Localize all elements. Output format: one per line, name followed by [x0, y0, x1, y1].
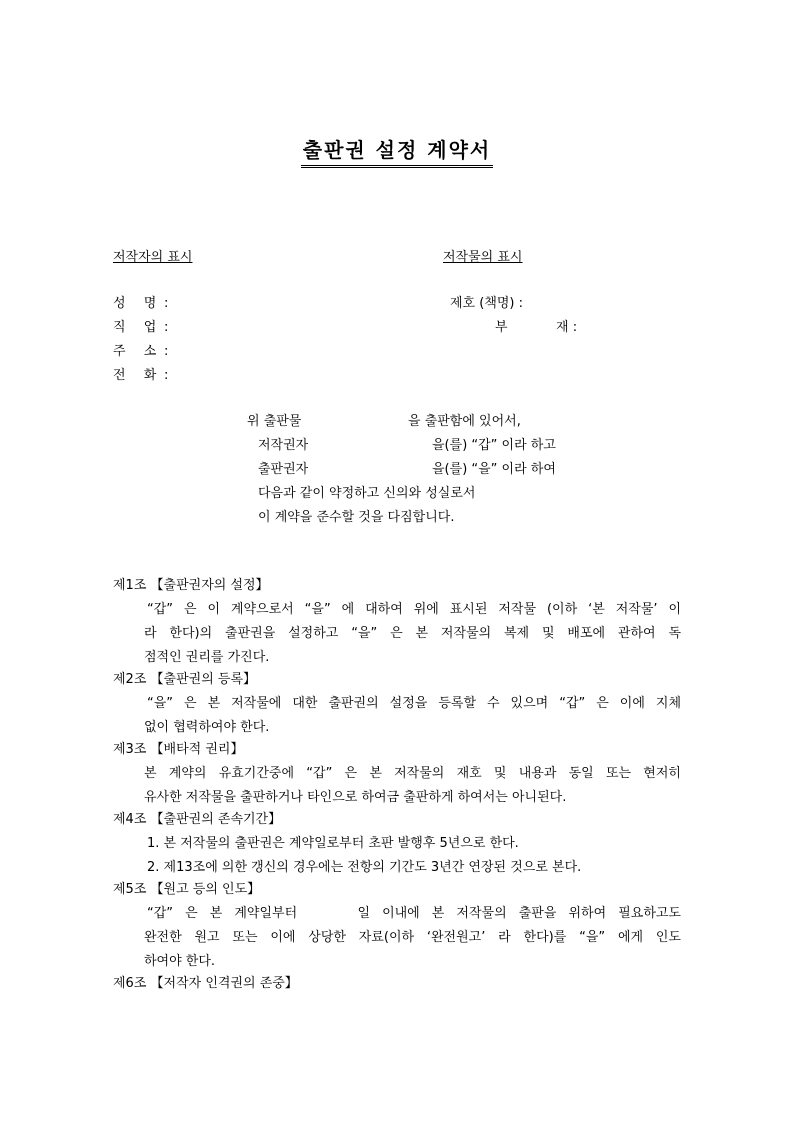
- intro-line-3-left: 출판권자: [258, 462, 309, 477]
- intro-line-4: 다음과 같이 약정하고 신의와 성실로서: [258, 486, 476, 501]
- article-3-heading: 제3조 【배타적 권리】: [113, 742, 244, 757]
- article-5-line-3: 하여야 한다.: [144, 954, 216, 969]
- article-1-line-1: “갑” 은 이 계약으로서 “을” 에 대하여 위에 표시된 저작물 (이하 ‘본 저작물’ 이: [147, 602, 681, 617]
- field-job-label: 직 업: [113, 320, 157, 335]
- field-name-colon: :: [164, 296, 169, 311]
- field-address-colon: :: [164, 344, 169, 359]
- article-2-heading: 제2조 【출판권의 등록】: [113, 672, 256, 687]
- article-2-line-1: “을” 은 본 저작물에 대한 출판권의 설정을 등록할 수 있으며 “갑” 은 이에 지체: [147, 696, 681, 711]
- document-title-text: 출판권 설정 계약서: [301, 139, 494, 168]
- article-5-heading: 제5조 【원고 등의 인도】: [113, 882, 261, 897]
- work-title-label: 제호 (책명) :: [450, 296, 524, 311]
- work-section-heading: 저작물의 표시: [443, 250, 523, 265]
- field-job-colon: :: [164, 320, 169, 335]
- article-5-line-1: “갑” 은 본 계약일부터 일 이내에 본 저작물의 출판을 위하여 필요하고도: [147, 906, 681, 921]
- intro-line-1-left: 위 출판물: [247, 414, 302, 429]
- intro-line-1-right: 을 출판함에 있어서,: [408, 414, 521, 429]
- article-5-line-2: 완전한 원고 또는 이에 상당한 자료(이하 ‘완전원고’ 라 한다)를 “을” 에게 인도: [144, 930, 681, 945]
- article-1-heading: 제1조 【출판권자의 설정】: [113, 578, 269, 593]
- article-4-heading: 제4조 【출판권의 존속기간】: [113, 812, 282, 827]
- article-3-line-2: 유사한 저작물을 출판하거나 타인으로 하여금 출판하게 하여서는 아니된다.: [144, 790, 567, 805]
- intro-line-2-right: 을(를) “갑” 이라 하고: [432, 438, 556, 453]
- article-4-line-1: 1. 본 저작물의 출판권은 계약일로부터 초판 발행후 5년으로 한다.: [147, 836, 519, 851]
- intro-line-3-right: 을(를) “을” 이라 하여: [432, 462, 556, 477]
- work-volume-label-2: 재 :: [556, 320, 578, 335]
- field-name-label: 성 명: [113, 296, 157, 311]
- article-2-line-2: 없이 협력하여야 한다.: [144, 720, 270, 735]
- article-3-line-1: 본 계약의 유효기간중에 “갑” 은 본 저작물의 재호 및 내용과 동일 또는 현저히: [144, 766, 681, 781]
- field-phone-label: 전 화: [113, 368, 157, 383]
- intro-line-2-left: 저작권자: [258, 438, 309, 453]
- author-section-heading: 저작자의 표시: [113, 250, 193, 265]
- field-address-label: 주 소: [113, 344, 157, 359]
- work-volume-label-1: 부: [495, 320, 508, 335]
- article-6-heading: 제6조 【저작자 인격권의 존중】: [113, 976, 298, 991]
- intro-line-5: 이 계약을 준수할 것을 다짐합니다.: [258, 510, 455, 525]
- article-4-line-2: 2. 제13조에 의한 갱신의 경우에는 전항의 기간도 3년간 연장된 것으로 본다.: [147, 860, 582, 875]
- field-phone-colon: :: [164, 368, 169, 383]
- article-1-line-3: 점적인 권리를 가진다.: [144, 650, 270, 665]
- document-title: [0, 139, 794, 168]
- article-1-line-2: 라 한다)의 출판권을 설정하고 “을” 은 본 저작물의 복제 및 배포에 관하여 독: [144, 626, 681, 641]
